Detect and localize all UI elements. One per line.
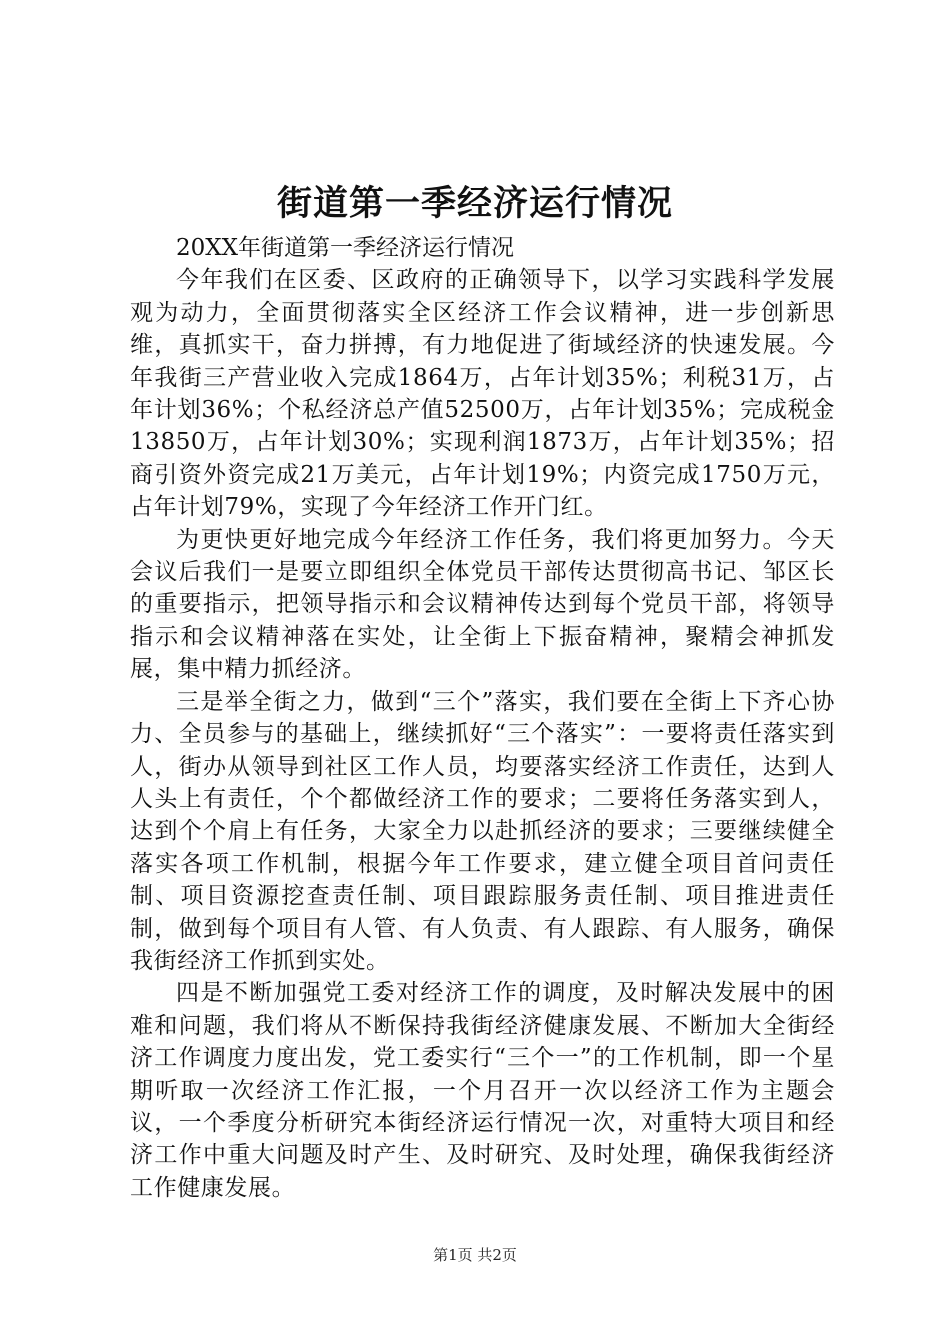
page-footer: 第1页 共2页 xyxy=(433,1246,517,1264)
paragraph-task-one: 为更快更好地完成今年经济工作任务，我们将更加努力。今天会议后我们一是要立即组织全体党员干部传达贯彻高书记、邹区长的重要指示，把领导指示和会议精神传达到每个党员干部，将领导指示和会议精神落在实处，让全街上下振奋精神，聚精会神抓发展，集中精力抓经济。 xyxy=(130,526,835,683)
paragraph-task-four: 四是不断加强党工委对经济工作的调度，及时解决发展中的困难和问题，我们将从不断保持我街经济健康发展、不断加大全街经济工作调度力度出发，党工委实行“三个一”的工作机制，即一个星期听取一次经济工作汇报，一个月召开一次以经济工作为主题会议，一个季度分析研究本街经济运行情况一次，对重特大项目和经济工作中重大问题及时产生、及时研究、及时处理，确保我街经济工作健康发展。 xyxy=(130,980,835,1201)
document-body xyxy=(130,232,835,1204)
document-title: 街道第一季经济运行情况 xyxy=(276,183,673,224)
paragraph-task-three: 三是举全街之力，做到“三个”落实，我们要在全街上下齐心协力、全员参与的基础上，继续抓好“三个落实”：一要将责任落实到人，街办从领导到社区工作人员，均要落实经济工作责任，达到人人头上有责任，个个都做经济工作的要求；二要将任务落实到人，达到个个肩上有任务，大家全力以赴抓经济的要求；三要继续健全落实各项工作机制，根据今年工作要求，建立健全项目首问责任制、项目资源挖查责任制、项目跟踪服务责任制、项目推进责任制，做到每个项目有人管、有人负责、有人跟踪、有人服务，确保我街经济工作抓到实处。 xyxy=(130,688,835,974)
paragraph-overview: 今年我们在区委、区政府的正确领导下，以学习实践科学发展观为动力，全面贯彻落实全区经济工作会议精神，进一步创新思维，真抓实干，奋力拼搏，有力地促进了街域经济的快速发展。今年我街三产营业收入完成1864万，占年计划35%；利税31万，占年计划36%；个私经济总产值52500万，占年计划35%；完成税金13850万，占年计划30%；实现利润1873万，占年计划35%；招商引资外资完成21万美元，占年计划19%；内资完成1750万元，占年计划79%，实现了今年经济工作开门红。 xyxy=(130,267,835,521)
document-subtitle: 20XX年街道第一季经济运行情况 xyxy=(176,235,515,261)
